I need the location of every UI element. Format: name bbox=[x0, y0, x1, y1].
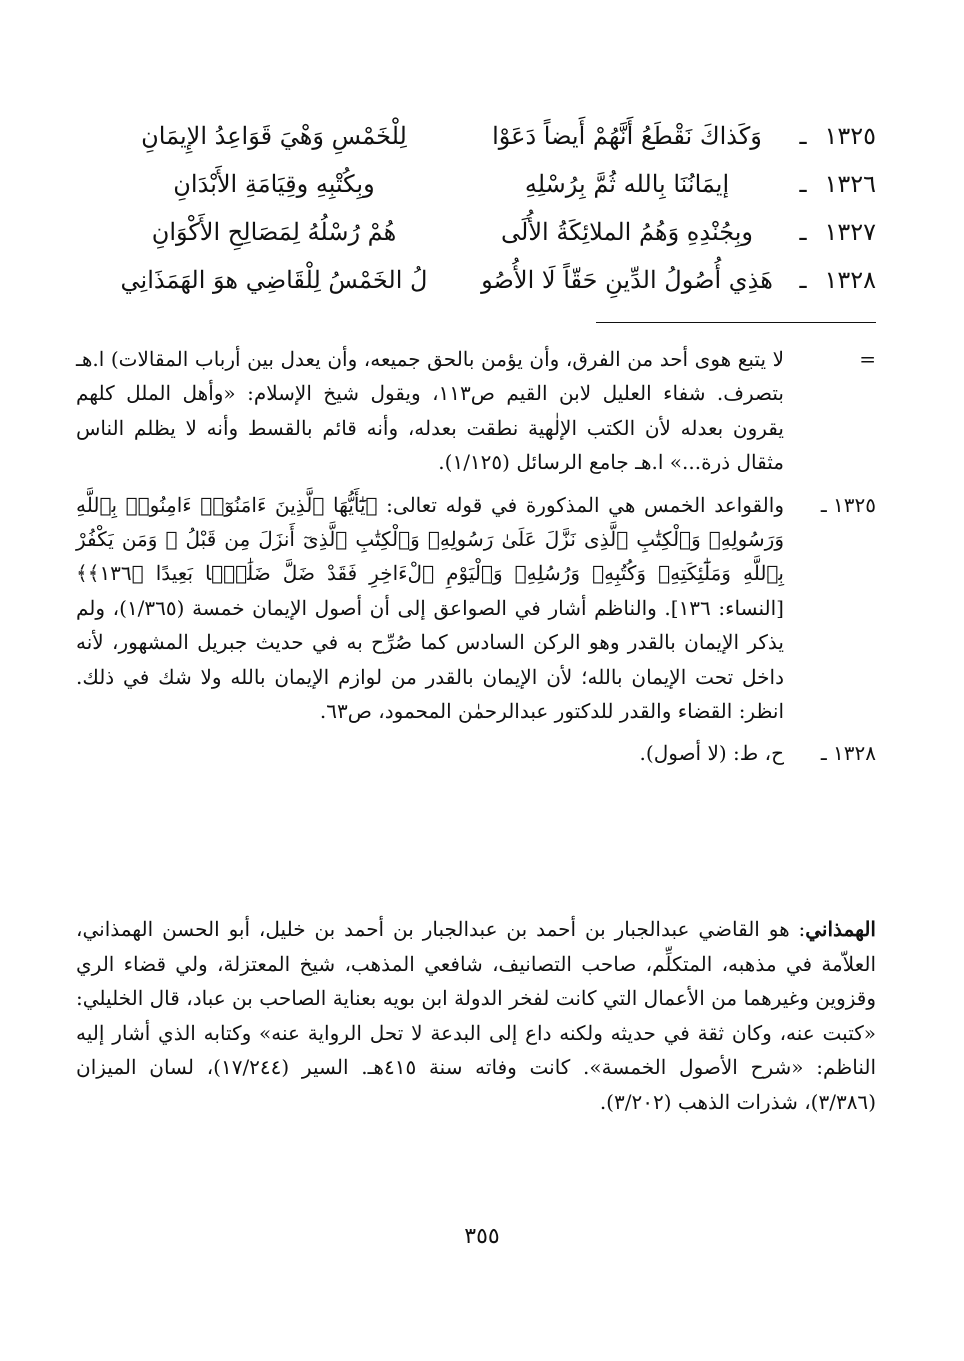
biography-note bbox=[76, 912, 876, 1120]
verse-line bbox=[86, 112, 876, 160]
page-number: ٣٥٥ bbox=[464, 1224, 500, 1249]
verse-separator: ـ bbox=[799, 218, 807, 246]
footnote-text: لا يتبع هوى أحد من الفرق، وأن يؤمن بالحق جميعه، وأن يعدل بين أرباب المقالات) ا.هـ بتصرف. شفاء العليل لابن القيم ص١١٣، ويقول شيخ الإسلام: «وأهل الملل كلهم يقرون بعدله لأن الكتب الإلٰهية نطقت بعدله، وأنه قائم بالقسط وأنه لا يظلم الناس مثقال ذرة...» ا.هـ جامع الرسائل (١/١٢٥). bbox=[76, 347, 784, 475]
footnote-marker: ١٣٢٥ ـ bbox=[820, 492, 876, 517]
biography-name: الهمذاني bbox=[805, 917, 876, 941]
verse-line bbox=[86, 160, 876, 208]
footnote-text: والقواعد الخمس هي المذكورة في قوله تعالى: ﴿يَٰٓأَيُّهَا ٱلَّذِينَ ءَامَنُوٓا۟ ءَامِنُوا۟ بِٱللَّهِ وَرَسُولِهِۦ وَٱلْكِتَٰبِ ٱلَّذِى نَزَّلَ عَلَىٰ رَسُولِهِۦ وَٱلْكِتَٰبِ ٱلَّذِىٓ أَنزَلَ مِن قَبْلُ ۚ وَمَن يَكْفُرْ بِٱللَّهِ وَمَلَٰٓئِكَتِهِۦ وَكُتُبِهِۦ وَرُسُلِهِۦ وَٱلْيَوْمِ ٱلْءَاخِرِ فَقَدْ ضَلَّ ضَلَٰلًۢا بَعِيدًا ﴿١٣٦﴾﴾ [النساء: ١٣٦]. والناظم أشار في الصواعق إلى أن أصول الإيمان خمسة (١/٣٦٥)، ولم يذكر الإيمان بالقدر وهو الركن السادس كما صُرِّح به في حديث جبريل المشهور، لأنه داخل تحت الإيمان بالله؛ لأن الإيمان بالقدر من لوازم الإيمان بالله ولا شك في ذلك. انظر: القضاء والقدر للدكتور عبدالرحمٰن المحمود، ص٦٣. bbox=[76, 492, 784, 724]
footnote-divider bbox=[596, 322, 876, 323]
footnote-continued bbox=[76, 342, 876, 480]
verse-separator: ـ bbox=[799, 266, 807, 294]
verse-separator: ـ bbox=[799, 122, 807, 150]
biography-text: : هو القاضي عبدالجبار بن أحمد بن عبدالجبار بن أحمد بن خليل، أبو الحسن الهمذاني، العلاّمة في مذهبه، المتكلِّم، صاحب التصانيف، شافعي المذهب، شيخ المعتزلة، ولي قضاء الري وقزوين وغيرهما من الأعمال التي كانت لفخر الدولة ابن بويه بعناية الصاحب بن عباد، قال الخليلي: «كتبت عنه، وكان ثقة في حديثه ولكنه داع إلى البدعة لا تحل الرواية عنه» وكتابه الذي أشار إليه الناظم: «شرح الأصول الخمسة». كانت وفاته سنة ٤١٥هـ. السير (١٧/٢٤٤)، لسان الميزان (٣/٣٨٦)، شذرات الذهب (٣/٢٠٢). bbox=[76, 917, 876, 1114]
verse-number: ١٣٢٥ bbox=[824, 122, 876, 150]
verse-number: ١٣٢٨ bbox=[824, 266, 876, 294]
footnote-marker: ١٣٢٨ ـ bbox=[820, 741, 876, 766]
verse-first-hemistich: وَكَذاكَ نَقْطَعُ أَنَّهُمْ أَيضاً دَعَوْا bbox=[492, 122, 762, 150]
verse-second-hemistich: وبِكُتْبِهِ وقِيَامَةِ الأَبْدَانِ bbox=[173, 170, 375, 198]
poem-verses bbox=[86, 112, 876, 304]
verse-number: ١٣٢٦ bbox=[824, 170, 876, 198]
verse-first-hemistich: وبِجُنْدِهِ وَهُمُ الملائِكَةُ الأُلَى bbox=[501, 218, 753, 246]
verse-line bbox=[86, 208, 876, 256]
verse-number: ١٣٢٧ bbox=[824, 218, 876, 246]
verse-separator: ـ bbox=[799, 170, 807, 198]
footnote-marker: = bbox=[859, 347, 876, 371]
verse-second-hemistich: لِلْخَمْسِ وَهْيَ قَوَاعِدُ الإِيمَانِ bbox=[141, 122, 407, 150]
footnote-text: ح، ط: (لا أصول). bbox=[639, 741, 784, 766]
footnote-1328 bbox=[76, 736, 876, 770]
verse-first-hemistich: إيمَانُنَا بِالله ثُمَّ بِرُسْلِهِ bbox=[524, 170, 730, 198]
footnote-1325 bbox=[76, 488, 876, 729]
verse-second-hemistich: هُمْ رُسْلُهُ لِمَصَالِحِ الأَكْوَانِ bbox=[151, 218, 397, 246]
footnotes bbox=[76, 342, 876, 779]
verse-line bbox=[86, 256, 876, 304]
verse-first-hemistich: هَذِي أُصُولُ الدِّينِ حَقّاً لَا الأُصُو bbox=[481, 266, 773, 294]
verse-second-hemistich: لُ الخَمْسُ لِلْقَاضِي هوَ الهَمَذَانِي bbox=[120, 266, 428, 294]
